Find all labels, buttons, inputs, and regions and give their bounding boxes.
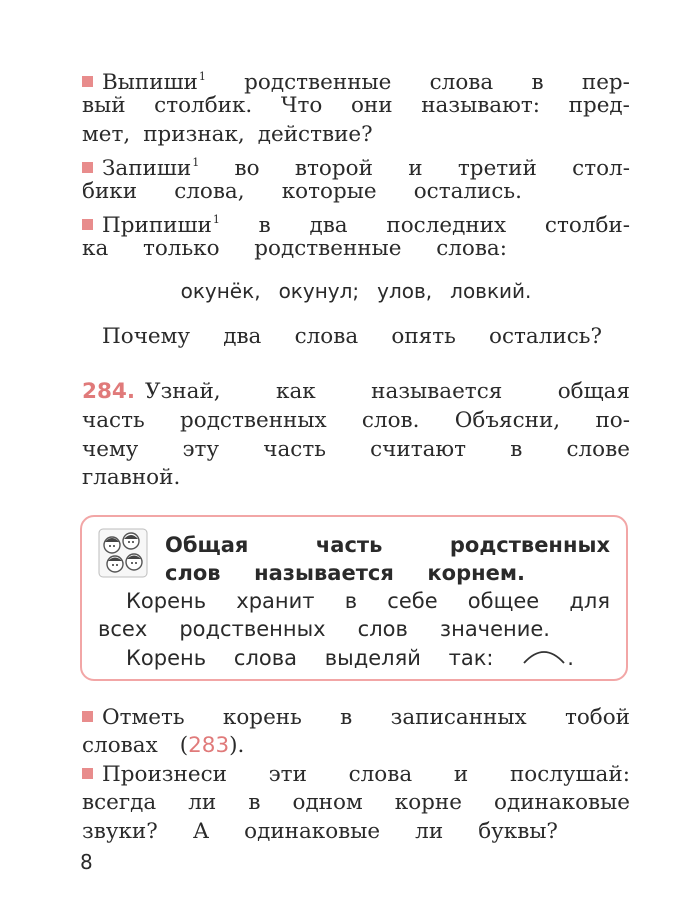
- task-line: Припиши$^1$ в два последних столби-: [82, 205, 630, 235]
- rule-text-line: Корень хранит в себе общее для: [126, 589, 610, 613]
- children-faces-icon: [98, 528, 148, 578]
- task-line: всегда ли в одном корне одинаковые: [82, 790, 630, 815]
- exercise-line: чему эту часть считают в слове: [82, 437, 630, 462]
- task-line: вый столбик. Что они называют: пред-: [82, 93, 630, 118]
- task-line: ка только родственные слова:: [82, 236, 507, 261]
- task-line: словах (283).: [82, 731, 630, 761]
- rule-text-line: Корень слова выделяй так: .: [126, 646, 574, 670]
- rule-bold-line: слов называется корнем.: [165, 561, 525, 585]
- task-line: Выпиши$^1$ родственные слова в пер-: [82, 62, 630, 92]
- exercise-line: часть родственных слов. Объясни, по-: [82, 408, 630, 433]
- bullet-square-icon: [82, 76, 93, 87]
- task-line: звуки? А одинаковые ли буквы?: [82, 819, 558, 844]
- bullet-square-icon: [82, 768, 93, 779]
- bullet-square-icon: [82, 711, 93, 722]
- root-arc-icon: [521, 645, 567, 665]
- word-list: окунёк, окунул; улов, ловкий.: [180, 279, 532, 303]
- exercise-number: 284.: [82, 379, 136, 404]
- exercise-reference: 283: [188, 733, 230, 758]
- question-line: Почему два слова опять остались?: [102, 324, 602, 349]
- rule-bold-line: Общая часть родственных: [165, 533, 610, 557]
- task-line: мет, признак, действие?: [82, 122, 373, 147]
- bullet-square-icon: [82, 162, 93, 173]
- task-line: Отметь корень в записанных тобой: [82, 703, 630, 733]
- exercise-line: главной.: [82, 465, 181, 490]
- page-number: 8: [80, 850, 93, 874]
- task-line: бики слова, которые остались.: [82, 179, 522, 204]
- task-line: Произнеси эти слова и послушай:: [82, 760, 630, 790]
- bullet-square-icon: [82, 219, 93, 230]
- rule-text-line: всех родственных слов значение.: [98, 617, 550, 641]
- exercise-line: 284. Узнай, как называется общая: [82, 377, 630, 407]
- task-line: Запиши$^1$ во второй и третий стол-: [82, 148, 630, 178]
